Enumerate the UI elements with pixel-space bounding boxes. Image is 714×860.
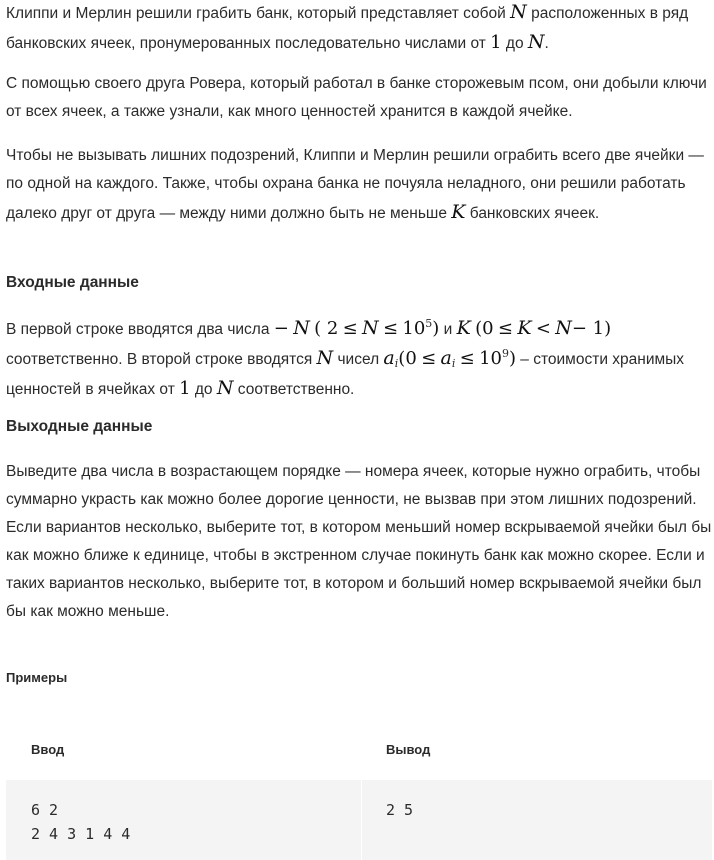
math-le: ≤ [342,318,358,339]
math-n: N [216,377,234,399]
intro-paragraph [6,0,712,58]
math-paren: ) [508,348,516,369]
math-lt: < [535,318,551,339]
math-subscript: i [451,357,456,370]
math-ten: 10 [479,348,502,369]
math-n: N [510,1,527,23]
math-a: a [440,347,452,369]
input-text-d: – стоимости хранимых ценностей в ячейках от [6,351,685,398]
math-k: K [517,317,532,339]
math-paren: ) [432,318,440,339]
input-text-e: до [190,381,217,398]
input-text-c: чисел [333,351,384,368]
math-minus-one: − 1 [571,318,605,339]
math-exponent: 5 [425,317,433,330]
math-n: N [362,317,379,339]
math-le: ≤ [459,348,475,369]
examples-output-label: Вывод [386,742,431,757]
example-divider [361,780,362,860]
math-subscript: i [394,357,399,370]
constraint-paragraph [6,142,712,228]
math-one: 1 [179,378,191,399]
math-n: N [316,347,334,369]
input-text-f: соответственно. [233,381,355,398]
intro-text-a: Клиппи и Мерлин решили грабить банк, который представляет собой [6,5,511,22]
math-a: a [383,347,395,369]
math-exponent: 9 [501,347,509,360]
math-zero: 0 [482,318,494,339]
math-le: ≤ [497,318,514,339]
math-dash: − [273,318,289,339]
math-ten: 10 [402,318,426,339]
math-paren: ( [314,318,327,339]
constraint-text-b: банковских ячеек. [465,205,600,222]
intro-text-d: . [544,35,549,52]
input-text-b: соответственно. В второй строке вводятся [6,351,317,368]
constraint-text-a: Чтобы не вызывать лишних подозрений, Клиппи и Мерлин решили ограбить всего две ячейки — по одной на каждого. Также, чтобы охрана банка не почуяла неладного, они решили работать далеко друг от друга — между ними должно быть не меньше [6,147,704,222]
math-n: N [293,317,310,339]
math-zero: 0 [405,348,417,369]
math-paren: ) [604,318,612,339]
math-paren: ( [475,318,483,339]
input-text-a: В первой строке вводятся два числа [6,321,274,338]
math-one: 1 [490,32,502,53]
output-paragraph: Выведите два числа в возрастающем порядке — номера ячеек, которые нужно ограбить, чтобы суммарно украсть как можно более дорогие ценности, не вызвав при этом лишних подозрений. Если вариантов несколько, выберите тот, в котором меньший номер вскрываемой ячейки был бы как можно ближе к единице, чтобы в экстренном случае покинуть банк как можно скорее. Если и таких вариантов несколько, выберите тот, в котором и больший номер вскрываемой ячейки был бы как можно меньше. [6,463,712,620]
example-output-value: 2 5 [386,801,414,819]
example-output-box [362,780,712,860]
math-le: ≤ [421,348,437,369]
input-heading: Входные данные [6,274,139,291]
rover-paragraph: С помощью своего друга Ровера, который работал в банке сторожевым псом, они добыли ключи от всех ячеек, а также узнали, как много ценностей хранится в каждой ячейке. [6,75,707,120]
math-k: K [456,317,471,339]
examples-title: Примеры [6,670,68,685]
examples-input-label: Ввод [31,742,65,757]
intro-text-b: расположенных в ряд банковских ячеек, пронумерованных последовательно числами от [6,5,689,52]
math-n: N [555,317,572,339]
math-k: K [451,201,466,223]
input-text-and: и [439,321,457,338]
math-paren: ( [398,348,406,369]
math-two: 2 [326,318,339,339]
math-n: N [527,31,545,53]
input-paragraph [6,314,712,404]
math-le: ≤ [382,318,399,339]
output-heading: Выходные данные [6,418,153,435]
example-input-value: 6 2 2 4 3 1 4 4 [31,801,131,843]
intro-text-c: до [501,35,528,52]
